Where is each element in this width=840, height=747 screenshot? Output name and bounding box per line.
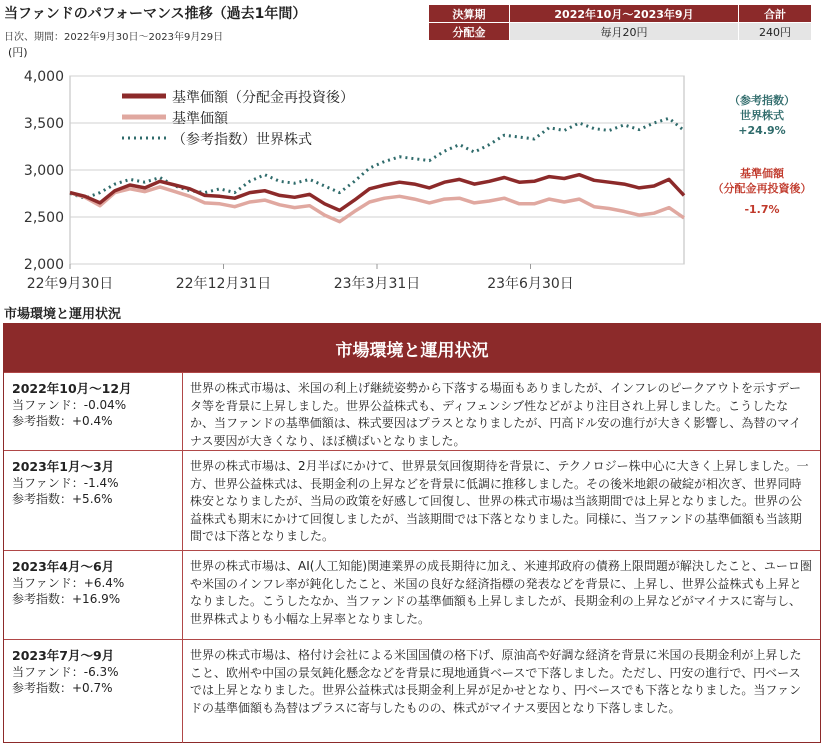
fiscal-period-value: 2022年10月～2023年9月 xyxy=(510,5,739,23)
x-tick-label: 22年9月30日 xyxy=(26,276,114,292)
period-label: 2023年1月～3月 xyxy=(12,459,115,474)
distribution-label: 分配金 xyxy=(429,23,510,41)
x-tick-label: 22年12月31日 xyxy=(175,276,272,292)
legend-label: 基準価額（分配金再投資後） xyxy=(172,90,354,106)
period-row xyxy=(4,550,820,639)
period-row xyxy=(4,372,820,450)
annotation-label: （参考指数） xyxy=(729,94,795,107)
period-label: 2022年10月～12月 xyxy=(12,381,132,396)
x-tick-label: 23年3月31日 xyxy=(333,276,421,292)
page-title: 当ファンドのパフォーマンス推移（過去1年間） xyxy=(4,6,307,22)
chart-subtitle: 日次、期間：2022年9月30日～2023年9月29日 xyxy=(4,32,224,43)
period-commentary: 世界の株式市場は、2月半ばにかけて、世界景気回復期待を背景に、テクノロジー株中心に大きく上昇しました。一方、世界公益株式は、長期金利の上昇などを背景に低調に推移しました。その後米地銀の破綻が相次ぎ、世界同時株安となりましたが、当局の政策を好感して回復し、世界の株式市場は当該期間では上昇となりました。世界の公益株式も期末にかけて回復しましたが、当該期間では下落となりました。同様に、当ファンドの基準価額も当該期間では下落となりました。 xyxy=(190,459,809,543)
reference-return: 参考指数：+16.9% xyxy=(12,592,121,606)
panel-title: 市場環境と運用状況 xyxy=(4,324,820,372)
reference-return: 参考指数：+5.6% xyxy=(12,492,113,506)
period-label: 2023年7月～9月 xyxy=(12,648,115,663)
y-tick-label: 2,500 xyxy=(23,210,64,226)
annotation-label: （分配金再投資後） xyxy=(712,182,812,195)
period-row xyxy=(4,639,820,743)
distribution-table xyxy=(428,4,812,41)
y-tick-label: 2,000 xyxy=(23,257,64,273)
distribution-total: 240円 xyxy=(739,23,812,41)
fund-return: 当ファンド：-6.3% xyxy=(12,665,119,679)
period-label: 2023年4月～6月 xyxy=(12,559,115,574)
reference-return: 参考指数：+0.7% xyxy=(12,681,113,695)
annotation-label: 世界株式 xyxy=(740,109,784,122)
reference-return: 参考指数：+0.4% xyxy=(12,414,113,428)
market-panel xyxy=(3,323,821,743)
fund-return: 当ファンド：-0.04% xyxy=(12,398,127,412)
distribution-value: 毎月20円 xyxy=(510,23,739,41)
fund-return: 当ファンド：+6.4% xyxy=(12,576,125,590)
period-row xyxy=(4,450,820,550)
y-tick-label: 3,000 xyxy=(23,163,64,179)
fund-return: 当ファンド：-1.4% xyxy=(12,476,119,490)
y-tick-label: 3,500 xyxy=(23,116,64,132)
legend-label: 基準価額 xyxy=(172,111,228,127)
x-tick-label: 23年6月30日 xyxy=(487,276,574,292)
legend-label: （参考指数）世界株式 xyxy=(172,132,312,148)
y-tick-label: 4,000 xyxy=(23,69,64,85)
annotation-label: 基準価額 xyxy=(740,167,784,180)
period-commentary: 世界の株式市場は、米国の利上げ継続姿勢から下落する場面もありましたが、インフレのピークアウトを示すデータ等を背景に上昇しました。世界公益株式も、ディフェンシブ性などがより注目され上昇しました。こうしたなか、当ファンドの基準価額は、株式要因はプラスとなりましたが、円高ドル安の進行が大きく影響し、為替のマイナス要因が大きくなり、ほぼ横ばいとなりました。 xyxy=(190,381,802,448)
series-line xyxy=(70,187,684,222)
section-label: 市場環境と運用状況 xyxy=(4,307,122,322)
fiscal-period-label: 決算期 xyxy=(429,5,510,23)
period-commentary: 世界の株式市場は、格付け会社による米国国債の格下げ、原油高や好調な経済を背景に米国の長期金利が上昇したこと、欧州や中国の景気鈍化懸念などを背景に現地通貨ベースで下落しました。ただし、円安の進行で、円ベースでは上昇となりました。世界公益株式は長期金利上昇が足かせとなり、円ベースでも下落となりました。当ファンドの基準価額も為替はプラスに寄与したものの、株式がマイナス要因となり下落しました。 xyxy=(190,648,802,715)
annotation-value: +24.9% xyxy=(738,124,786,137)
annotation-value: -1.7% xyxy=(744,203,780,216)
total-label: 合計 xyxy=(739,5,812,23)
period-commentary: 世界の株式市場は、AI(人工知能)関連業界の成長期待に加え、米連邦政府の債務上限問題が解決したこと、ユーロ圏や米国のインフレ率が鈍化したこと、米国の良好な経済指標の発表などを背景に、上昇し、世界公益株式も上昇となりました。こうしたなか、当ファンドの基準価額も上昇しましたが、長期金利の上昇などがマイナスに寄与し、世界株式よりも小幅な上昇率となりました。 xyxy=(190,559,812,626)
y-axis-unit: (円) xyxy=(8,46,28,59)
performance-chart xyxy=(0,56,840,301)
